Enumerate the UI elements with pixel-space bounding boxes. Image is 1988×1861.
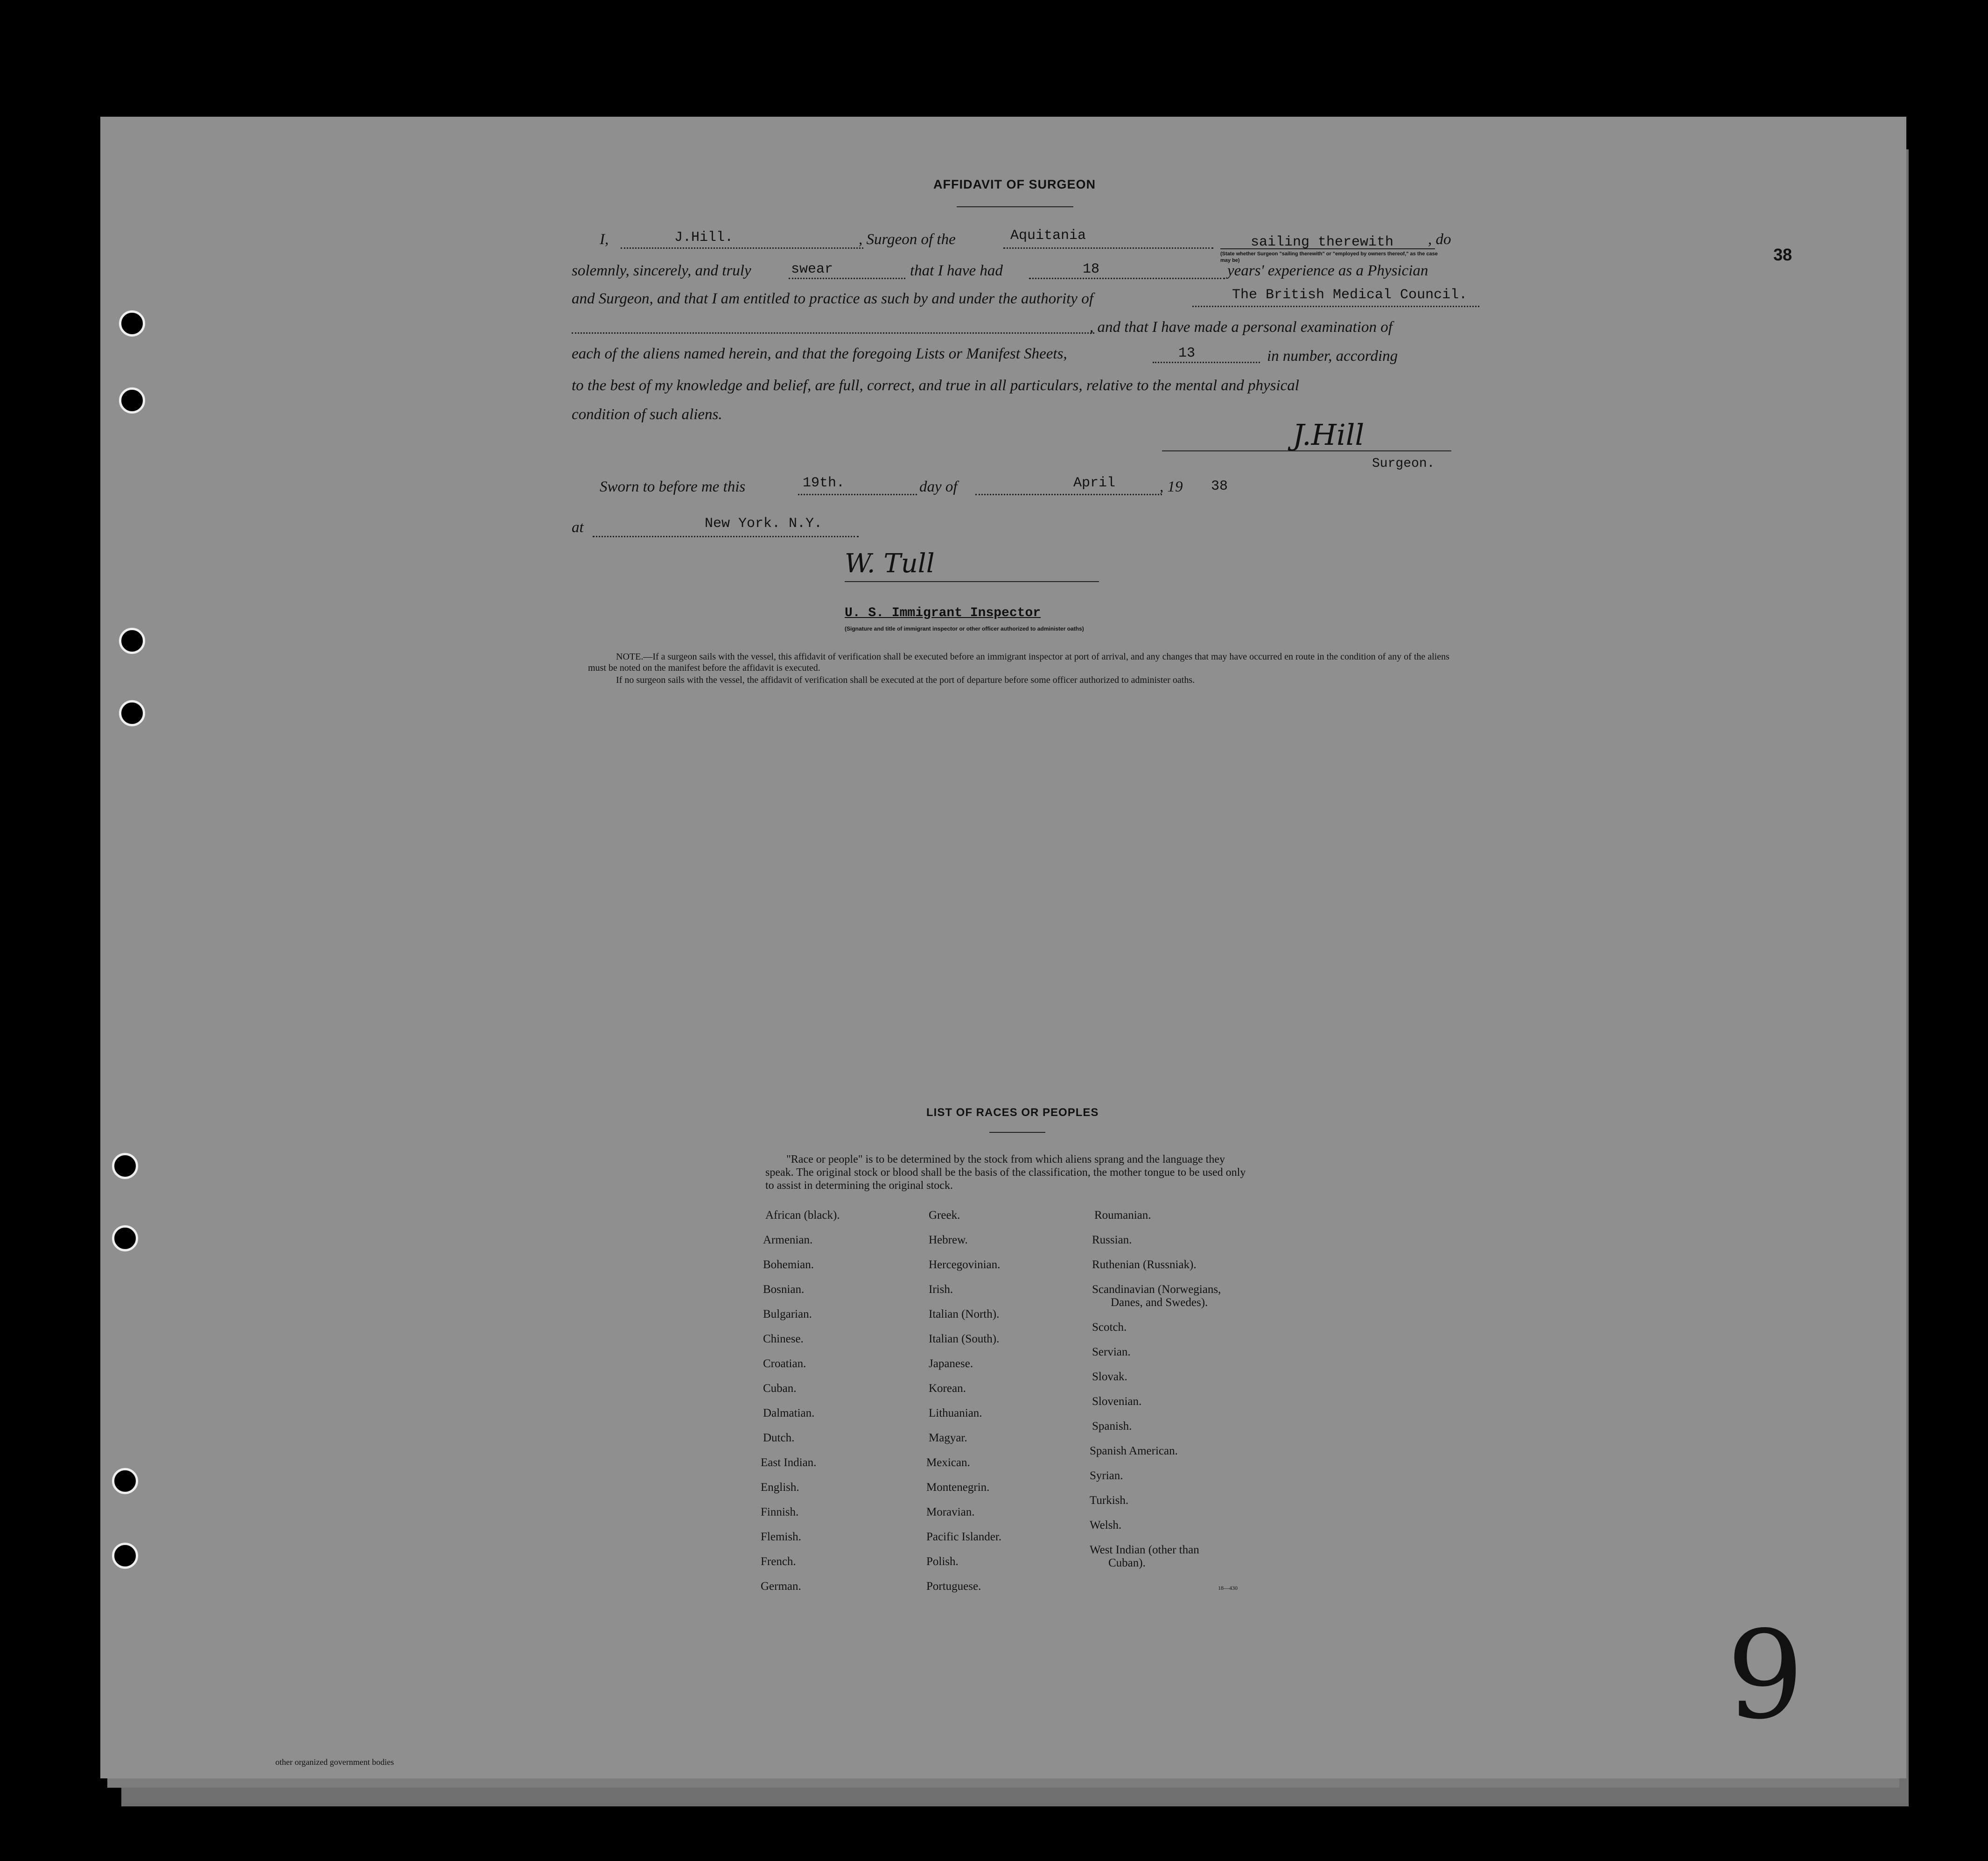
races-title-underline	[989, 1132, 1045, 1133]
sailing-status: sailing therewith	[1251, 234, 1394, 250]
race-item: Korean.	[929, 1382, 966, 1395]
race-item: Dalmatian.	[763, 1407, 815, 1419]
race-item: Ruthenian (Russniak).	[1092, 1258, 1197, 1271]
inspector-signature: W. Tull	[845, 548, 935, 579]
race-item: Roumanian.	[1094, 1209, 1151, 1222]
place: New York. N.Y.	[705, 516, 823, 532]
text-sworn: Sworn to before me this	[600, 478, 746, 495]
sailing-line	[1220, 248, 1435, 249]
race-item: Syrian.	[1090, 1469, 1123, 1482]
form-number: 18—430	[1218, 1585, 1238, 1591]
binder-hole	[119, 700, 145, 726]
sworn-day-line	[798, 494, 917, 495]
race-item: Croatian.	[763, 1357, 806, 1370]
race-item: Russian.	[1092, 1234, 1132, 1246]
race-item: African (black).	[765, 1209, 840, 1222]
text-19: , 19	[1160, 478, 1183, 495]
race-item: Scandinavian (Norwegians,	[1092, 1283, 1221, 1296]
race-item: Japanese.	[929, 1357, 973, 1370]
authority-line-2	[572, 332, 1094, 334]
sworn-day: 19th.	[803, 475, 845, 491]
race-item: Spanish American.	[1090, 1445, 1178, 1457]
race-item: Welsh.	[1090, 1519, 1122, 1531]
place-line	[593, 536, 859, 537]
race-item: Montenegrin.	[926, 1481, 990, 1494]
bottom-fragment: other organized government bodies	[275, 1757, 394, 1767]
sworn-month-line	[975, 494, 1162, 495]
race-item: Armenian.	[763, 1234, 813, 1246]
text-personal-exam: , and that I have made a personal examination of	[1090, 319, 1393, 336]
race-item: Italian (North).	[929, 1308, 1000, 1320]
binder-hole	[119, 387, 145, 414]
race-item: Moravian.	[926, 1506, 975, 1518]
oath-word: swear	[791, 261, 833, 277]
race-item: German.	[761, 1580, 801, 1593]
vessel-name: Aquitania	[1010, 228, 1086, 244]
race-item: Slovenian.	[1092, 1395, 1142, 1408]
surgeon-name: J.Hill.	[674, 230, 734, 246]
sheets-line	[1153, 362, 1260, 363]
race-item: Mexican.	[926, 1456, 970, 1469]
signature-line	[1162, 450, 1451, 451]
race-item: Flemish.	[761, 1531, 801, 1543]
binder-hole	[119, 628, 145, 654]
race-item: Cuban).	[1108, 1557, 1146, 1569]
text-best-knowledge: to the best of my knowledge and belief, are full, correct, and true in all particulars, relative to the mental and physical	[572, 377, 1299, 394]
text-that-had: that I have had	[910, 262, 1003, 279]
inspector-title: U. S. Immigrant Inspector	[845, 606, 1041, 620]
binder-hole	[119, 310, 145, 337]
page-number: 38	[1773, 245, 1792, 264]
text-solemnly: solemnly, sincerely, and truly	[572, 262, 751, 279]
text-surgeon-of: , Surgeon of the	[859, 231, 956, 248]
binder-hole	[112, 1468, 138, 1494]
race-item: Lithuanian.	[929, 1407, 982, 1419]
race-item: Slovak.	[1092, 1370, 1127, 1383]
text-at: at	[572, 519, 584, 536]
text-in-number: in number, according	[1267, 348, 1398, 365]
inspector-signature-line	[845, 581, 1099, 582]
document-page	[100, 117, 1906, 1778]
race-item: Turkish.	[1090, 1494, 1129, 1507]
race-item: Bosnian.	[763, 1283, 805, 1296]
race-item: Hercegovinian.	[929, 1258, 1001, 1271]
affidavit-note-2: If no surgeon sails with the vessel, the affidavit of verification shall be executed at the port of departure before some officer authorized to administer oaths.	[616, 675, 1195, 685]
race-item: Dutch.	[763, 1432, 795, 1444]
sworn-month: April	[1073, 475, 1116, 491]
binder-hole	[112, 1543, 138, 1569]
text-each-alien: each of the aliens named herein, and that the foregoing Lists or Manifest Sheets,	[572, 345, 1067, 362]
race-item: Spanish.	[1092, 1420, 1132, 1433]
text-years-exp: years' experience as a Physician	[1227, 262, 1428, 279]
text-condition: condition of such aliens.	[572, 406, 722, 423]
race-item: Bohemian.	[763, 1258, 814, 1271]
race-item: Magyar.	[929, 1432, 967, 1444]
race-item: Greek.	[929, 1209, 960, 1222]
race-item: Italian (South).	[929, 1333, 1000, 1345]
race-item: Irish.	[929, 1283, 953, 1296]
race-item: Bulgarian.	[763, 1308, 812, 1320]
race-item: Servian.	[1092, 1346, 1131, 1358]
race-item: French.	[761, 1555, 796, 1568]
authority: The British Medical Council.	[1232, 287, 1468, 303]
binder-hole	[112, 1225, 138, 1251]
surgeon-name-line	[621, 247, 863, 249]
years-experience: 18	[1083, 261, 1100, 277]
race-item: English.	[761, 1481, 799, 1494]
vessel-line	[1003, 247, 1213, 249]
race-item: East Indian.	[761, 1456, 817, 1469]
years-line	[1029, 278, 1225, 279]
race-item: Pacific Islander.	[926, 1531, 1002, 1543]
text-and-surgeon: and Surgeon, and that I am entitled to practice as such by and under the authority of	[572, 290, 1093, 307]
text-i: I,	[600, 231, 609, 248]
authority-line	[1192, 306, 1479, 307]
sworn-year: 38	[1211, 478, 1228, 494]
binder-hole	[112, 1153, 138, 1179]
race-item: Hebrew.	[929, 1234, 968, 1246]
race-item: Scotch.	[1092, 1321, 1127, 1334]
text-day-of: day of	[919, 478, 958, 495]
race-item: Danes, and Swedes).	[1111, 1296, 1208, 1309]
handwritten-number: 9	[1727, 1605, 1804, 1746]
inspector-caption: (Signature and title of immigrant inspector or other officer authorized to administer oaths)	[845, 625, 1084, 632]
race-item: West Indian (other than	[1090, 1544, 1199, 1556]
oath-line	[789, 278, 905, 279]
surgeon-signature: J.Hill	[1293, 418, 1365, 452]
races-title: LIST OF RACES OR PEOPLES	[926, 1106, 1099, 1119]
race-item: Cuban.	[763, 1382, 797, 1395]
affidavit-title: AFFIDAVIT OF SURGEON	[933, 177, 1096, 191]
sailing-note: (State whether Surgeon "sailing therewith" or "employed by owners thereof," as the case may be)	[1220, 251, 1438, 263]
race-item: Chinese.	[763, 1333, 804, 1345]
sheets-count: 13	[1178, 345, 1196, 361]
surgeon-label: Surgeon.	[1372, 456, 1435, 471]
race-item: Polish.	[926, 1555, 959, 1568]
affidavit-note: NOTE.—If a surgeon sails with the vessel, this affidavit of verification shall be executed before an immigrant inspector at port of arrival, and any changes that may have occurred en route in the condition of any of the aliens must be noted on the manifest before the affidavit is executed.	[588, 652, 1449, 673]
text-do: , do	[1428, 231, 1451, 248]
race-item: Portuguese.	[926, 1580, 981, 1593]
race-item: Finnish.	[761, 1506, 799, 1518]
title-underline	[957, 206, 1073, 207]
races-intro: "Race or people" is to be determined by the stock from which aliens sprang and the language they speak. The original stock or blood shall be the basis of the classification, the mother tongue to be used only to assist in determining the original stock.	[765, 1153, 1246, 1192]
